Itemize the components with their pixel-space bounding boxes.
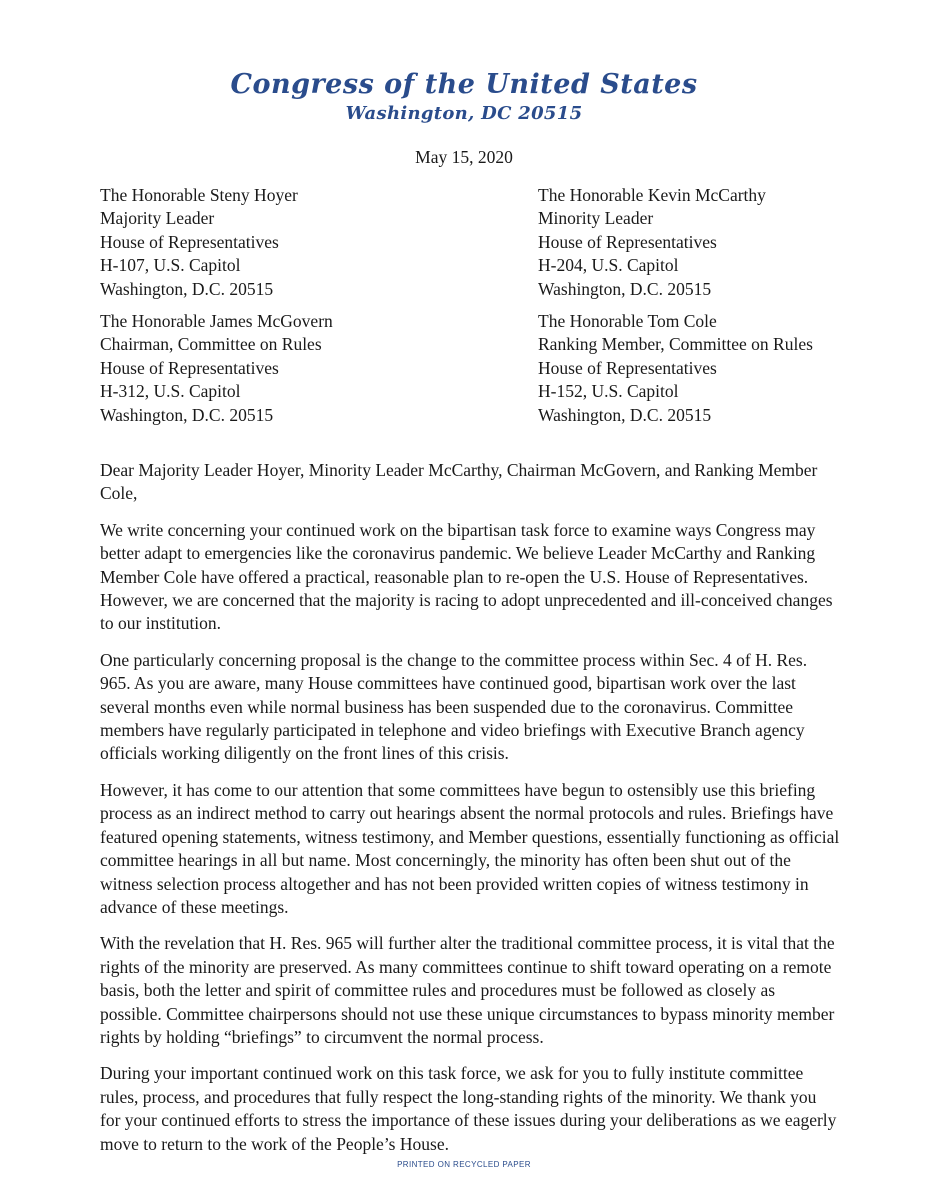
salutation: Dear Majority Leader Hoyer, Minority Leader McCarthy, Chairman McGovern, and Ranking Member Cole, — [100, 460, 818, 504]
addressee-body: House of Representatives — [538, 231, 717, 252]
letterhead-subtitle: Washington, DC 20515 — [345, 103, 583, 124]
addressee-city: Washington, D.C. 20515 — [100, 404, 274, 425]
recycled-paper-footer: PRINTED ON RECYCLED PAPER — [397, 1160, 531, 1169]
paragraph: During your important continued work on this task force, we ask for you to fully institute committee rules, process, and procedures that fully respect the long-standing rights of the minority. We thank you for your continued efforts to stress the importance of these issues during your deliberations as we eagerly move to return to the work of the People’s House. — [100, 1063, 837, 1154]
letterhead-title: Congress of the United States — [230, 69, 698, 100]
addressee-cole — [538, 310, 813, 427]
addressee-office: H-152, U.S. Capitol — [538, 381, 679, 402]
addressee-office: H-204, U.S. Capitol — [538, 255, 679, 276]
addressee-name: The Honorable James McGovern — [100, 311, 333, 331]
addressee-title: Ranking Member, Committee on Rules — [538, 334, 813, 355]
addressee-name: The Honorable Kevin McCarthy — [538, 185, 766, 205]
addressee-title: Minority Leader — [538, 208, 654, 229]
addressee-title: Chairman, Committee on Rules — [100, 334, 322, 355]
addressee-office: H-312, U.S. Capitol — [100, 381, 241, 402]
addressee-office: H-107, U.S. Capitol — [100, 255, 241, 276]
paragraph: However, it has come to our attention that some committees have begun to ostensibly use this briefing process as an indirect method to carry out hearings absent the normal protocols and rules. Briefings have featured opening statements, witness testimony, and Member questions, essentially functioning as official committee hearings in all but name. Most concerningly, the minority has often been shut out of the witness selection process altogether and has not been provided written copies of witness testimony in advance of these meetings. — [100, 779, 840, 917]
letter-body — [100, 459, 840, 1169]
letter-date: May 15, 2020 — [415, 147, 513, 167]
addressee-city: Washington, D.C. 20515 — [100, 278, 274, 299]
addressee-mccarthy — [538, 184, 766, 301]
addressee-body: House of Representatives — [538, 357, 717, 378]
addressee-mcgovern — [100, 310, 333, 427]
addressee-name: The Honorable Steny Hoyer — [100, 185, 298, 205]
letterhead — [0, 68, 928, 126]
addressee-name: The Honorable Tom Cole — [538, 311, 717, 331]
addressee-title: Majority Leader — [100, 208, 215, 229]
paragraph: One particularly concerning proposal is the change to the committee process within Sec. 4 of H. Res. 965. As you are aware, many House committees have continued good, bipartisan work over the last several months even while normal business has been suspended due to the coronavirus. Committee members have regularly participated in telephone and video briefings with Executive Branch agency officials working diligently on the front lines of this crisis. — [100, 649, 808, 764]
addressee-city: Washington, D.C. 20515 — [538, 404, 712, 425]
addressee-hoyer — [100, 184, 298, 301]
addressee-body: House of Representatives — [100, 231, 279, 252]
addressee-body: House of Representatives — [100, 357, 279, 378]
paragraph: With the revelation that H. Res. 965 will further alter the traditional committee process, it is vital that the rights of the minority are preserved. As many committees continue to shift toward operating on a remote basis, both the letter and spirit of committee rules and procedures must be followed as closely as possible. Committee chairpersons should not use these unique circumstances to bypass minority member rights by holding “briefings” to circumvent the normal process. — [100, 933, 835, 1047]
paragraph: We write concerning your continued work on the bipartisan task force to examine ways Congress may better adapt to emergencies like the coronavirus pandemic. We believe Leader McCarthy and Ranking Member Cole have offered a practical, reasonable plan to re-open the U.S. House of Representatives. However, we are concerned that the majority is racing to adopt unprecedented and ill-conceived changes to our institution. — [100, 519, 833, 634]
addressee-city: Washington, D.C. 20515 — [538, 278, 712, 299]
